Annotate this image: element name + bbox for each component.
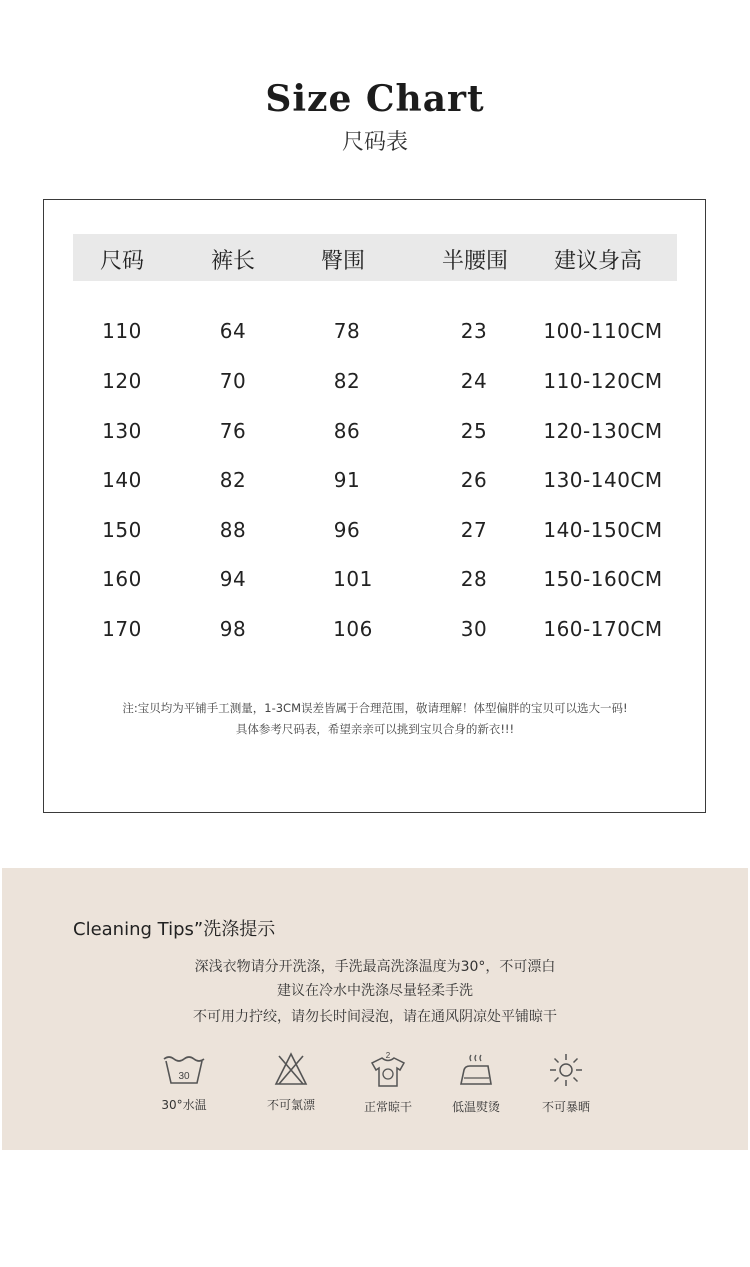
cell-height: 160-170CM: [543, 617, 663, 641]
cell-size: 160: [102, 567, 142, 591]
table-row: [0, 319, 750, 349]
measurement-note: 注:宝贝均为平铺手工测量，1-3CM误差皆属于合理范围，敬请理解！体型偏胖的宝贝可以选大一码!: [122, 701, 628, 715]
cell-hip: 91: [333, 468, 361, 492]
care-item-iron: [426, 1052, 526, 1115]
cell-height: 120-130CM: [543, 419, 663, 443]
table-row: [0, 617, 750, 647]
header-size: 尺码: [99, 249, 145, 274]
care-label: 30°水温: [161, 1098, 207, 1112]
cell-size: 130: [102, 419, 142, 443]
care-label: 不可暴晒: [541, 1100, 590, 1114]
cell-size: 170: [102, 617, 142, 641]
header-height: 建议身高: [553, 249, 643, 274]
care-label: 低温熨烫: [451, 1100, 500, 1114]
cell-pants-length: 76: [219, 419, 247, 443]
cell-hip: 96: [333, 518, 361, 542]
table-row: [0, 518, 750, 548]
cell-hip: 86: [333, 419, 361, 443]
page-title: Size Chart: [265, 78, 485, 120]
cell-size: 140: [102, 468, 142, 492]
low-iron-icon: [458, 1052, 494, 1088]
cell-pants-length: 88: [219, 518, 247, 542]
cell-hip: 106: [333, 617, 373, 641]
cell-pants-length: 64: [219, 319, 247, 343]
svg-text:30: 30: [178, 1071, 190, 1082]
cell-height: 100-110CM: [543, 319, 663, 343]
care-item-wash: [134, 1052, 234, 1113]
cell-height: 110-120CM: [543, 369, 663, 393]
care-item-dry: [338, 1052, 438, 1115]
header-pants-length: 裤长: [210, 249, 256, 274]
care-item-sun: [516, 1052, 616, 1115]
care-item-bleach: [241, 1052, 341, 1113]
header-half-waist: 半腰围: [441, 249, 509, 274]
cleaning-tip-line: 建议在冷水中洗涤尽量轻柔手洗: [277, 983, 473, 999]
page-subtitle: 尺码表: [341, 130, 408, 155]
svg-text:2: 2: [385, 1052, 391, 1060]
measurement-note-2: 具体参考尺码表，希望亲亲可以挑到宝贝合身的新衣!!!: [235, 722, 515, 736]
cell-half-waist: 28: [460, 567, 488, 591]
cell-half-waist: 30: [460, 617, 488, 641]
cell-size: 120: [102, 369, 142, 393]
cell-half-waist: 24: [460, 369, 488, 393]
cell-half-waist: 25: [460, 419, 488, 443]
cell-pants-length: 98: [219, 617, 247, 641]
table-row: [0, 369, 750, 399]
cell-hip: 78: [333, 319, 361, 343]
cell-height: 150-160CM: [543, 567, 663, 591]
cleaning-tips-title: Cleaning Tips”洗涤提示: [73, 919, 276, 940]
care-label: 不可氯漂: [266, 1098, 315, 1112]
cell-pants-length: 94: [219, 567, 247, 591]
cleaning-tip-line: 深浅衣物请分开洗涤，手洗最高洗涤温度为30°，不可漂白: [194, 959, 556, 975]
cell-pants-length: 82: [219, 468, 247, 492]
cell-pants-length: 70: [219, 369, 247, 393]
cell-half-waist: 23: [460, 319, 488, 343]
cell-height: 130-140CM: [543, 468, 663, 492]
cleaning-tip-line: 不可用力拧绞，请勿长时间浸泡，请在通风阴凉处平铺晾干: [193, 1009, 557, 1025]
cell-hip: 101: [333, 567, 373, 591]
dry-flat-icon: [369, 1052, 407, 1088]
table-row: [0, 419, 750, 449]
cell-half-waist: 27: [460, 518, 488, 542]
cell-half-waist: 26: [460, 468, 488, 492]
table-row: [0, 468, 750, 498]
cell-hip: 82: [333, 369, 361, 393]
no-bleach-icon: [274, 1052, 308, 1086]
wash-30-icon: [162, 1052, 206, 1086]
header-hip: 臀围: [320, 249, 366, 274]
table-row: [0, 567, 750, 597]
cell-size: 110: [102, 319, 142, 343]
cell-height: 140-150CM: [543, 518, 663, 542]
cell-size: 150: [102, 518, 142, 542]
no-sun-icon: [548, 1052, 584, 1088]
care-label: 正常晾干: [363, 1100, 412, 1114]
